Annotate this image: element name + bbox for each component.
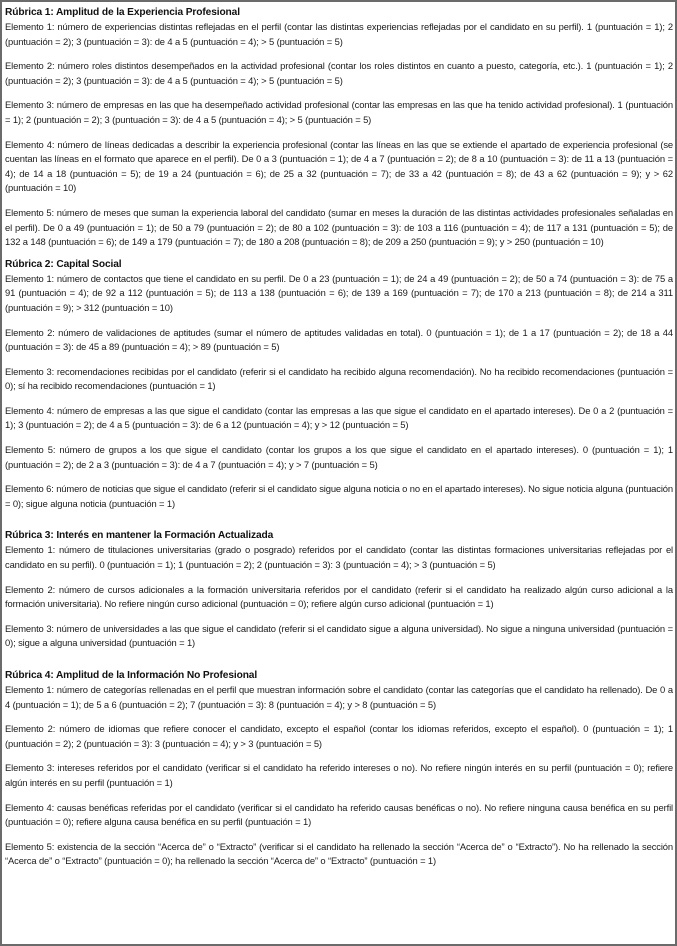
rubric-element: Elemento 4: causas benéficas referidas por el candidato (verificar si el candidato ha referido causas benéficas o no). No refiere ninguna causa benéfica en su perfil (puntuación = 0); refiere alguna causa benéfica en su perfil (puntuación = 1) — [5, 801, 673, 828]
rubric-element: Elemento 3: intereses referidos por el candidato (verificar si el candidato ha referido intereses o no). No refiere ningún interés en su perfil (puntuación = 0); refiere algún interés en su perfil (puntuación = 1) — [5, 762, 673, 788]
rubric-element: Elemento 5: número de grupos a los que sigue el candidato (contar los grupos a los que sigue el candidato en el apartado intereses). 0 (puntuación = 1); 1 (puntuación = 2); de 2 a 3 (puntuación = 3): de 4 a 7 (puntuación = 4); y > 7 (puntuación = 5) — [5, 444, 673, 470]
rubric-element: Elemento 4: número de líneas dedicadas a describir la experiencia profesional (contar las líneas en las que se extiende el apartado de experiencia profesional (se cuentan las líneas en el formato que aparece en el perfil). De 0 a 3 (puntuación = 1); de 4 a 7 (puntuación = 2); de 8 a 10 (puntuación = 3): de 11 a 13 (puntuación = 4); de 14 a 18 (puntuación = 5); de 19 a 24 (puntuación = 6); de 25 a 32 (puntuación = 7); de 33 a 42 (puntuación = 8); de 43 a 62 (puntuación = 9); y > 62 (puntuación = 10) — [5, 138, 673, 194]
rubric-1 — [5, 6, 673, 250]
rubric-element: Elemento 1: número de contactos que tiene el candidato en su perfil. De 0 a 23 (puntuación = 1); de 24 a 49 (puntuación = 2); de 50 a 74 (puntuación = 3): de 75 a 91 (puntuación = 4); de 92 a 112 (puntuación = 5); de 113 a 138 (puntuación = 6); de 139 a 169 (puntuación = 7); de 170 a 213 (puntuación = 8); de 214 a 311 (puntuación = 9); > 312 (puntuación = 10) — [5, 272, 673, 313]
rubric-2 — [5, 258, 673, 512]
rubric-element: Elemento 2: número de idiomas que refiere conocer el candidato, excepto el español (contar los idiomas referidos, excepto el español). 0 (puntuación = 1); 1 (puntuación = 2); 2 (puntuación = 3): 3 (puntuación = 4); y > 3 (puntuación = 5) — [5, 723, 673, 749]
rubric-element: Elemento 2: número roles distintos desempeñados en la actividad profesional (contar los roles distintos en cuanto a puesto, categoría, etc.). 1 (puntuación = 1); 2 (puntuación = 2); 3 (puntuación = 3): de 4 a 5 (puntuación = 4); > 5 (puntuación = 5) — [5, 60, 673, 86]
rubric-element: Elemento 3: número de empresas en las que ha desempeñado actividad profesional (contar las empresas en las que ha tenido actividad profesional). 1 (puntuación = 1); 2 (puntuación = 2); 3 (puntuación = 3): de 4 a 5 (puntuación = 4); > 5 (puntuación = 5) — [5, 99, 673, 125]
rubric-title: Rúbrica 1: Amplitud de la Experiencia Profesional — [5, 7, 240, 18]
rubric-element: Elemento 3: recomendaciones recibidas por el candidato (referir si el candidato ha recibido alguna recomendación). No ha recibido recomendaciones (puntuación = 0); sí ha recibido recomendaciones (puntuación = 1) — [5, 365, 673, 392]
rubric-title: Rúbrica 2: Capital Social — [5, 258, 122, 270]
rubric-4 — [5, 669, 673, 869]
rubric-element: Elemento 5: número de meses que suman la experiencia laboral del candidato (sumar en meses la duración de las distintas actividades profesionales señaladas en el perfil). De 0 a 49 (puntuación = 1); de 50 a 79 (puntuación = 2); de 80 a 102 (puntuación = 3): de 103 a 116 (puntuación = 4); de 117 a 131 (puntuación = 5); de 132 a 148 (puntuación = 6); de 149 a 179 (puntuación = 7); de 180 a 208 (puntuación = 8); de 209 a 250 (puntuación = 9); y > 250 (puntuación = 10) — [5, 206, 673, 248]
rubric-element: Elemento 1: número de titulaciones universitarias (grado o posgrado) referidos por el candidato (contar las distintas formaciones universitarias reflejadas por el candidato en su perfil). 0 (puntuación = 1); 1 (puntuación = 2); 2 (puntuación = 3): 3 (puntuación = 4); > 3 (puntuación = 5) — [5, 544, 673, 571]
rubric-title: Rúbrica 3: Interés en mantener la Formación Actualizada — [5, 530, 274, 542]
rubric-title: Rúbrica 4: Amplitud de la Información No Profesional — [5, 670, 258, 681]
rubric-3 — [5, 529, 673, 651]
rubric-element: Elemento 3: número de universidades a las que sigue el candidato (referir si el candidato sigue a alguna universidad). No sigue a ninguna universidad (puntuación = 0); sigue a alguna universidad (puntuación = 1) — [5, 622, 673, 649]
rubric-element: Elemento 1: número de categorías rellenadas en el perfil que muestran información sobre el candidato (contar las categorías que el candidato ha rellenado). De 0 a 4 (puntuación = 1); de 5 a 6 (puntuación = 2); 7 (puntuación = 3): 8 (puntuación = 4); y > 8 (puntuación = 5) — [5, 684, 673, 710]
rubric-element: Elemento 2: número de validaciones de aptitudes (sumar el número de aptitudes validadas en total). 0 (puntuación = 1); de 1 a 17 (puntuación = 2); de 18 a 44 (puntuación = 3): de 45 a 89 (puntuación = 4); > 89 (puntuación = 5) — [5, 326, 673, 353]
rubric-element: Elemento 2: número de cursos adicionales a la formación universitaria referidos por el candidato (referir si el candidato ha realizado algún curso adicional a la formación universitaria). No refiere ningún curso adicional (puntuación = 0); refiere algún curso adicional (puntuación = 1) — [5, 583, 673, 610]
rubric-element: Elemento 1: número de experiencias distintas reflejadas en el perfil (contar las distintas experiencias reflejadas por el candidato en su perfil). 1 (puntuación = 1); 2 (puntuación = 2); 3 (puntuación = 3): de 4 a 5 (puntuación = 4); > 5 (puntuación = 5) — [5, 21, 673, 47]
document-body — [5, 6, 673, 869]
rubric-element: Elemento 5: existencia de la sección “Acerca de” o “Extracto” (verificar si el candidato ha rellenado la sección “Acerca de” o “Extracto”). No ha rellenado la sección “Acerca de” o “Extracto” (puntuación = 0); ha rellenado la sección “Acerca de” o “Extracto” (puntuación = 1) — [5, 840, 673, 867]
rubric-element: Elemento 4: número de empresas a las que sigue el candidato (contar las empresas a las que sigue el candidato en el apartado intereses). De 0 a 2 (puntuación = 1); 3 (puntuación = 2); de 4 a 5 (puntuación = 3): de 6 a 12 (puntuación = 4); y > 12 (puntuación = 5) — [5, 404, 673, 431]
rubric-element: Elemento 6: número de noticias que sigue el candidato (referir si el candidato sigue alguna noticia o no en el apartado intereses). No sigue noticia alguna (puntuación = 0); sigue alguna noticia (puntuación = 1) — [5, 483, 673, 509]
